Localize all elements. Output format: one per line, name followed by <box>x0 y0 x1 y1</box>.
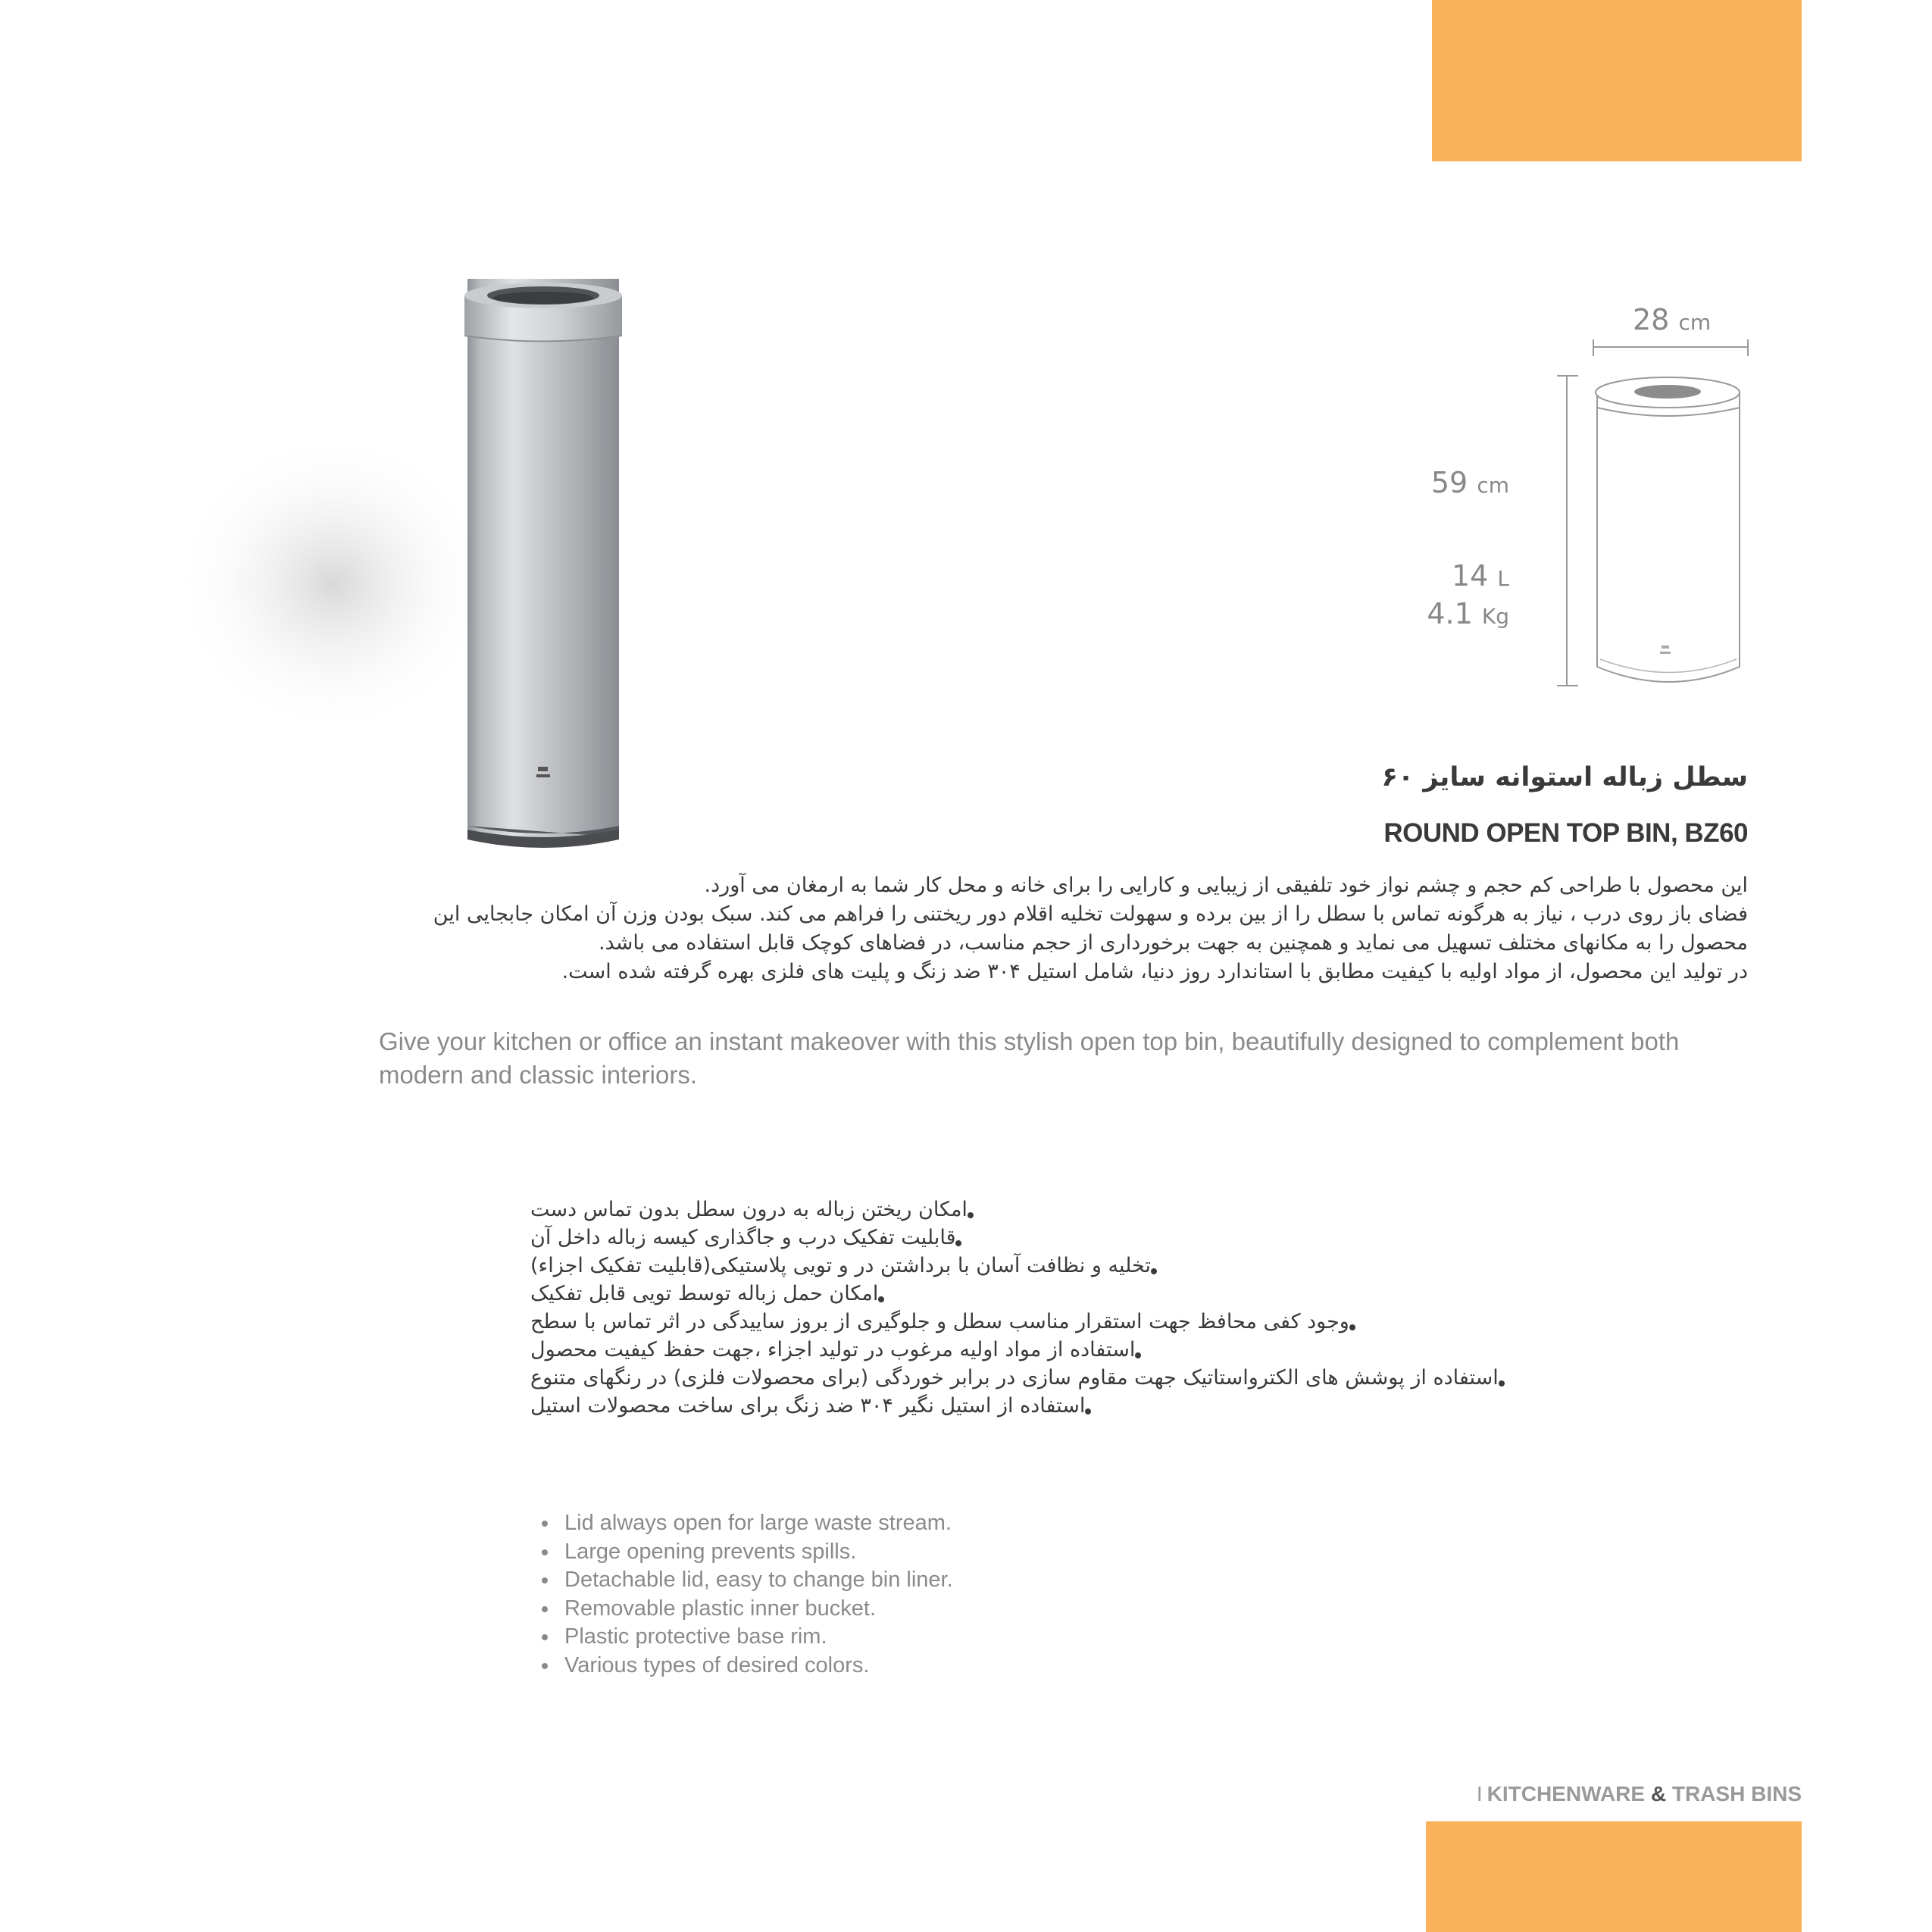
description-fa-line: در تولید این محصول، از مواد اولیه با کیفیت مطابق با استاندارد روز دنیا، شامل استیل ۳۰۴ ضد زنگ و پلیت های فلزی بهره گرفته شده است. <box>561 960 1748 983</box>
dimension-drawing <box>1427 295 1788 720</box>
feature-item-en: Various types of desired colors. <box>542 1652 953 1680</box>
features-list-fa <box>530 1196 1591 1420</box>
bullet-icon <box>1499 1380 1505 1386</box>
features-list-en <box>542 1509 953 1680</box>
footer-separator: I <box>1476 1782 1483 1805</box>
footer-amp: & <box>1650 1782 1667 1805</box>
volume-label: 14 L <box>1451 559 1509 592</box>
feature-item-en: Detachable lid, easy to change bin liner. <box>542 1566 953 1595</box>
top-accent-block <box>1432 0 1802 161</box>
description-fa-line: این محصول با طراحی کم حجم و چشم نواز خود تلفیقی از زیبایی و کارایی را برای خانه و محل کار شما به ارمغان می آورد. <box>704 874 1748 897</box>
feature-item-fa: امکان حمل زباله توسط تویی قابل تفکیک <box>530 1280 1591 1308</box>
feature-item-fa: قابلیت تفکیک درب و جاگذاری کیسه زباله داخل آن <box>530 1224 1591 1252</box>
bullet-icon <box>1151 1268 1157 1274</box>
bullet-icon <box>955 1240 961 1246</box>
bullet-icon <box>1085 1408 1091 1415</box>
feature-item-fa: استفاده از استیل نگیر ۳۰۴ ضد زنگ برای ساخت محصولات استیل <box>530 1392 1591 1420</box>
feature-item-fa: امکان ریختن زباله به درون سطل بدون تماس دست <box>530 1196 1591 1224</box>
footer-part1: KITCHENWARE <box>1487 1782 1646 1805</box>
product-title-fa: سطل زباله استوانه سایز ۶۰ <box>1381 762 1748 792</box>
feature-item-fa: استفاده از مواد اولیه مرغوب در تولید اجزاء ،جهت حفظ کیفیت محصول <box>530 1336 1591 1364</box>
feature-item-fa: وجود کفی محافظ جهت استقرار مناسب سطل و جلوگیری از بروز ساییدگی در اثر تماس با سطح <box>530 1308 1591 1336</box>
feature-item-en: Large opening prevents spills. <box>542 1538 953 1567</box>
feature-item-en: Lid always open for large waste stream. <box>542 1509 953 1538</box>
feature-item-en: Removable plastic inner bucket. <box>542 1595 953 1624</box>
bullet-icon <box>878 1296 884 1302</box>
bullet-icon <box>1349 1324 1355 1330</box>
section-footer-label <box>1477 1782 1802 1806</box>
description-fa-line: محصول را به مکانهای مختلف تسهیل می نماید و همچنین به جهت برخورداری از حجم مناسب، در فضاهای کوچک قابل استفاده می باشد. <box>599 931 1748 955</box>
description-en: Give your kitchen or office an instant makeover with this stylish open top bin, beautifully designed to complement both modern and classic interiors. <box>379 1027 1680 1089</box>
height-label: 59 cm <box>1430 466 1509 499</box>
footer-part2: TRASH BINS <box>1671 1782 1802 1805</box>
feature-item-fa: استفاده از پوشش های الکترواستاتیک جهت مقاوم سازی در برابر خوردگی (برای محصولات فلزی) در رنگهای متنوع <box>530 1364 1591 1392</box>
product-photo <box>182 258 758 856</box>
product-title-en: ROUND OPEN TOP BIN, BZ60 <box>1383 818 1748 848</box>
bottom-accent-block <box>1426 1821 1802 1932</box>
description-fa-line: فضای باز روی درب ، نیاز به هرگونه تماس با سطل را از بین برده و سهولت تخلیه اقلام دور ریختنی را فراهم می کند. سبک بودن وزن آن امکان جابجایی این <box>433 902 1748 926</box>
bullet-icon <box>968 1212 974 1218</box>
feature-item-fa: تخلیه و نظافت آسان با برداشتن در و تویی پلاستیکی(قابلیت تفکیک اجزاء) <box>530 1252 1591 1280</box>
feature-item-en: Plastic protective base rim. <box>542 1623 953 1652</box>
weight-label: 4.1 Kg <box>1427 597 1509 630</box>
bullet-icon <box>1135 1352 1141 1358</box>
width-label: 28 cm <box>1633 303 1712 336</box>
description-fa <box>379 871 1748 986</box>
